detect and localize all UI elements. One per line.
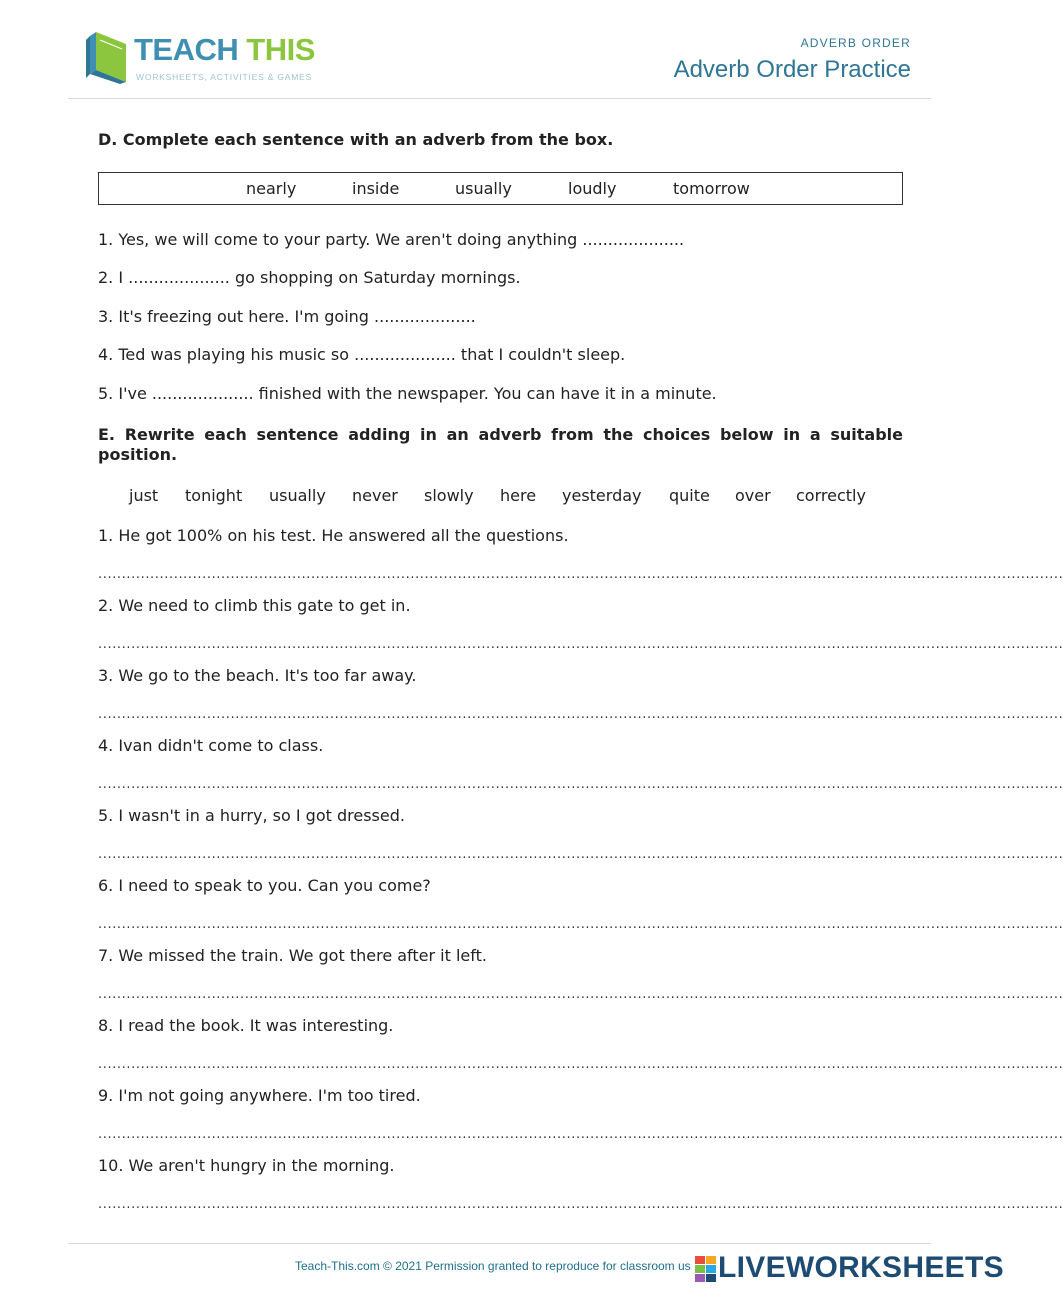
choice-word: correctly [796, 486, 866, 505]
sentence-d-3: 3. It's freezing out here. I'm going .................... [98, 307, 476, 326]
sentence-e-9: 9. I'm not going anywhere. I'm too tired. [98, 1086, 421, 1105]
sentence-d-1: 1. Yes, we will come to your party. We aren't doing anything .................... [98, 230, 685, 249]
logo-main: TEACH [134, 32, 239, 67]
header-kicker: ADVERB ORDER [800, 36, 911, 50]
choice-word: over [735, 486, 771, 505]
choice-word: yesterday [562, 486, 642, 505]
sentence-e-6: 6. I need to speak to you. Can you come? [98, 876, 431, 895]
sentence-e-8: 8. I read the book. It was interesting. [98, 1016, 394, 1035]
answer-line[interactable]: ............................................................................................................................................................................................................ [98, 1057, 1063, 1072]
box-word: inside [352, 179, 400, 198]
word-box [98, 172, 903, 205]
sentence-d-4: 4. Ted was playing his music so .................... that I couldn't sleep. [98, 345, 626, 364]
box-word: nearly [246, 179, 297, 198]
answer-line[interactable]: ............................................................................................................................................................................................................ [98, 847, 1063, 862]
answer-line[interactable]: ............................................................................................................................................................................................................ [98, 567, 1063, 582]
answer-line[interactable]: ............................................................................................................................................................................................................ [98, 777, 1063, 792]
teach-this-logo [86, 30, 316, 86]
header-divider [68, 98, 931, 99]
logo-tagline: WORKSHEETS, ACTIVITIES & GAMES [136, 72, 313, 82]
box-word: usually [455, 179, 512, 198]
logo-wordmark [134, 34, 315, 65]
choice-word: slowly [424, 486, 474, 505]
answer-line[interactable]: ............................................................................................................................................................................................................ [98, 707, 1063, 722]
choice-word: quite [669, 486, 710, 505]
copyright-note: Teach-This.com © 2021 Permission granted to reproduce for classroom us [295, 1259, 691, 1273]
sentence-d-5: 5. I've .................... finished with the newspaper. You can have it in a minute. [98, 384, 717, 403]
section-d-title: D. Complete each sentence with an adverb from the box. [98, 130, 614, 149]
section-e-title: E. Rewrite each sentence adding in an adverb from the choices below in a suitable position. [98, 425, 903, 464]
answer-line[interactable]: ............................................................................................................................................................................................................ [98, 1197, 1063, 1212]
liveworksheets-cubes-icon [695, 1256, 717, 1282]
logo-accent: THIS [246, 32, 315, 67]
box-word: loudly [568, 179, 617, 198]
sentence-e-1: 1. He got 100% on his test. He answered all the questions. [98, 526, 569, 545]
sentence-d-2: 2. I .................... go shopping on Saturday mornings. [98, 268, 521, 287]
sentence-e-7: 7. We missed the train. We got there after it left. [98, 946, 487, 965]
box-word: tomorrow [673, 179, 750, 198]
choice-word: tonight [185, 486, 243, 505]
answer-line[interactable]: ............................................................................................................................................................................................................ [98, 917, 1063, 932]
page-title: Adverb Order Practice [673, 56, 911, 83]
answer-line[interactable]: ............................................................................................................................................................................................................ [98, 637, 1063, 652]
book-logo-icon [86, 30, 132, 86]
choice-word: here [500, 486, 537, 505]
choice-word: never [352, 486, 398, 505]
sentence-e-2: 2. We need to climb this gate to get in. [98, 596, 411, 615]
sentence-e-10: 10. We aren't hungry in the morning. [98, 1156, 395, 1175]
answer-line[interactable]: ............................................................................................................................................................................................................ [98, 1127, 1063, 1142]
choice-word: just [129, 486, 159, 505]
footer-divider [68, 1243, 931, 1244]
sentence-e-4: 4. Ivan didn't come to class. [98, 736, 324, 755]
choice-word: usually [269, 486, 326, 505]
answer-line[interactable]: ............................................................................................................................................................................................................ [98, 987, 1063, 1002]
sentence-e-5: 5. I wasn't in a hurry, so I got dressed. [98, 806, 405, 825]
liveworksheets-badge[interactable]: LIVEWORKSHEETS [718, 1251, 1004, 1284]
sentence-e-3: 3. We go to the beach. It's too far away. [98, 666, 417, 685]
